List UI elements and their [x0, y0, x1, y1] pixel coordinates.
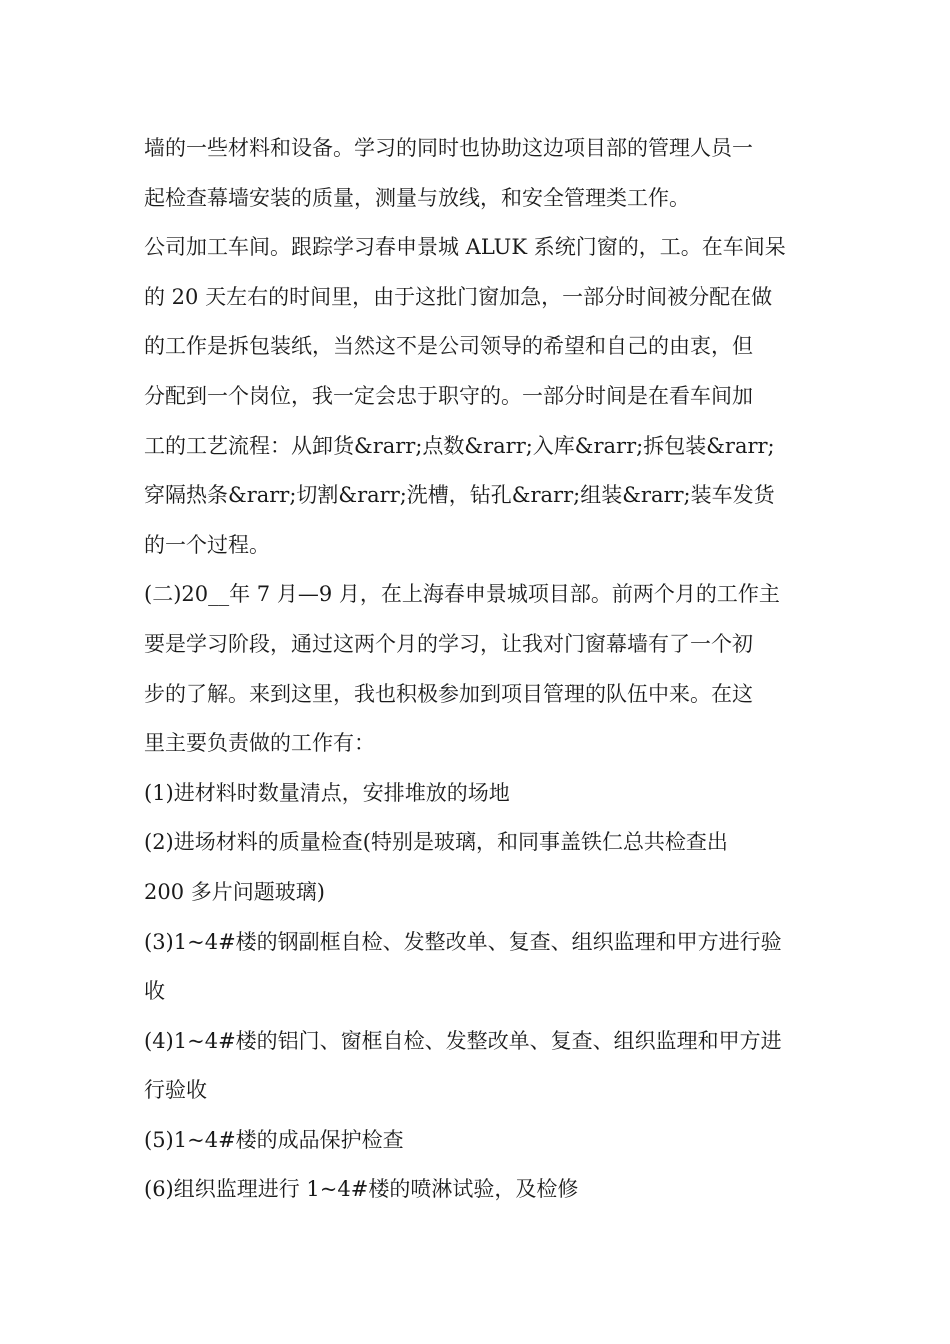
text-line: 穿隔热条&rarr;切割&rarr;洗槽，钻孔&rarr;组装&rarr;装车发货: [144, 483, 775, 508]
list-item-continuation: 200 多片问题玻璃): [144, 879, 325, 904]
list-item: (5)1~4#楼的成品保护检查: [144, 1127, 404, 1152]
text-line: 的一个过程。: [144, 532, 270, 557]
list-item-continuation: 行验收: [144, 1078, 207, 1103]
text-line: (二)20__年 7 月—9 月，在上海春申景城项目部。前两个月的工作主: [144, 582, 780, 607]
text-line: 的 20 天左右的时间里，由于这批门窗加急，一部分时间被分配在做: [144, 284, 773, 309]
list-item: (2)进场材料的质量检查(特别是玻璃，和同事盖铁仁总共检查出: [144, 830, 728, 855]
text-line: 里主要负责做的工作有：: [144, 731, 375, 756]
list-item: (6)组织监理进行 1~4#楼的喷淋试验，及检修: [144, 1177, 579, 1202]
text-line: 的工作是拆包装纸，当然这不是公司领导的希望和自己的由衷，但: [144, 334, 753, 359]
text-line: 分配到一个岗位，我一定会忠于职守的。一部分时间是在看车间加: [144, 383, 753, 408]
text-line: 起检查幕墙安装的质量，测量与放线，和安全管理类工作。: [144, 185, 690, 210]
text-line: 要是学习阶段，通过这两个月的学习，让我对门窗幕墙有了一个初: [144, 631, 753, 656]
text-line: 工的工艺流程：从卸货&rarr;点数&rarr;入库&rarr;拆包装&rarr;: [144, 433, 775, 458]
text-line: 墙的一些材料和设备。学习的同时也协助这边项目部的管理人员一: [144, 136, 753, 160]
text-line: 公司加工车间。跟踪学习春申景城 ALUK 系统门窗的，工。在车间呆: [144, 235, 786, 260]
list-item: (4)1~4#楼的铝门、窗框自检、发整改单、复查、组织监理和甲方进: [144, 1028, 782, 1053]
list-item-continuation: 收: [144, 979, 165, 1004]
list-item: (3)1~4#楼的钢副框自检、发整改单、复查、组织监理和甲方进行验: [144, 929, 782, 954]
list-item: (1)进材料时数量清点，安排堆放的场地: [144, 780, 510, 805]
document-body: [144, 124, 814, 1215]
text-line: 步的了解。来到这里，我也积极参加到项目管理的队伍中来。在这: [144, 681, 753, 706]
